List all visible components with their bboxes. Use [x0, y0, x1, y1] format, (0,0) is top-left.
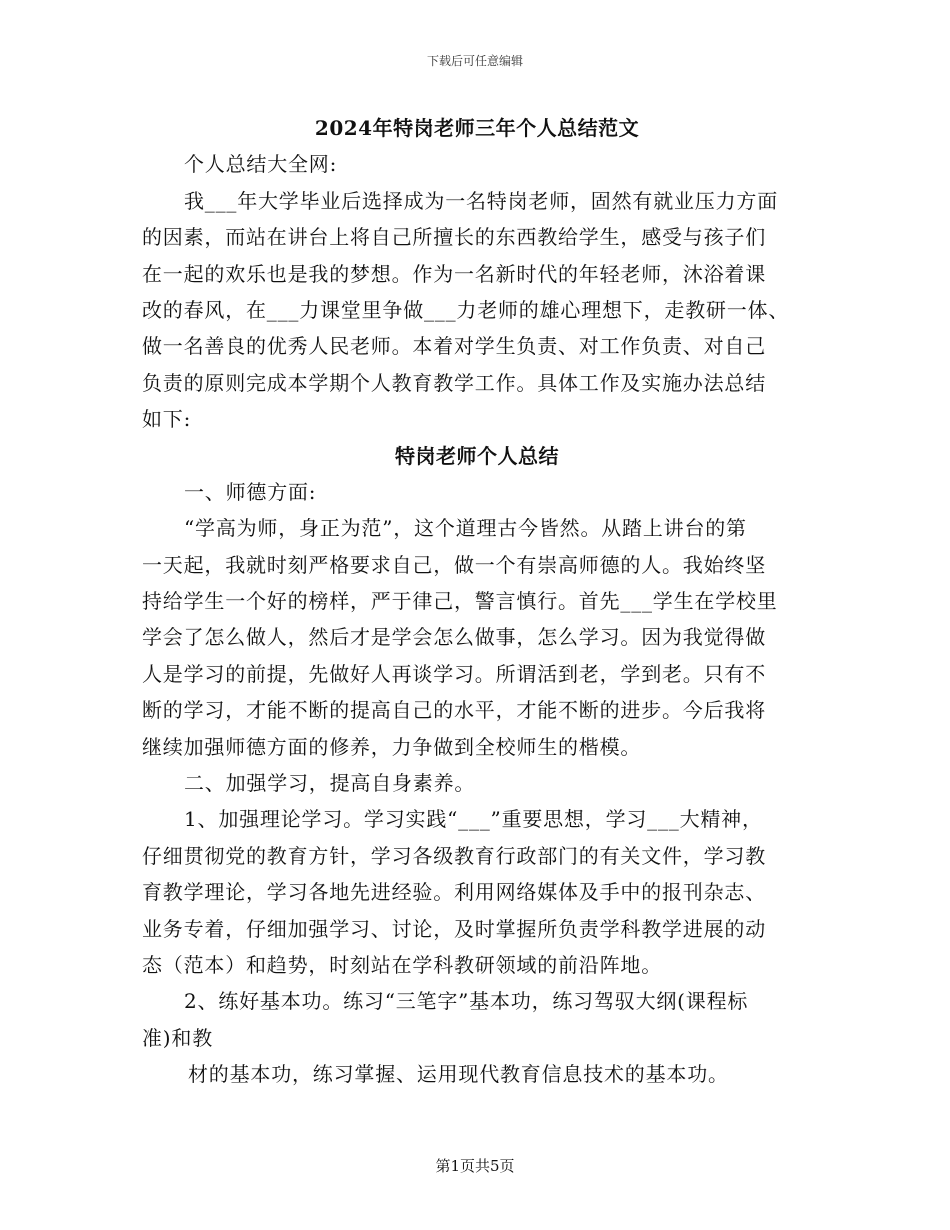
paragraph-line: 断的学习，才能不断的提高自己的水平，才能不断的进步。今后我将: [142, 698, 766, 723]
paragraph-line: 仔细贯彻党的教育方针，学习各级教育行政部门的有关文件，学习教: [142, 843, 766, 868]
paragraph-line: 我___年大学毕业后选择成为一名特岗老师，固然有就业压力方面: [184, 188, 778, 213]
paragraph-line: 负责的原则完成本学期个人教育教学工作。具体工作及实施办法总结: [142, 370, 766, 395]
paragraph-line: 一天起，我就时刻严格要求自己，做一个有崇高师德的人。我始终坚: [142, 552, 766, 577]
paragraph-line: 1、加强理论学习。学习实践“___”重要思想，学习___大精神，: [184, 807, 763, 832]
paragraph-line: 个人总结大全网:: [184, 152, 338, 177]
section-heading: 一、师德方面:: [184, 479, 317, 504]
paragraph-line: 学会了怎么做人，然后才是学会怎么做事，怎么学习。因为我觉得做: [142, 625, 766, 650]
paragraph-line: “学高为师，身正为范”，这个道理古今皆然。从踏上讲台的第: [184, 516, 747, 541]
paragraph-line: 业务专着，仔细加强学习、讨论，及时掌握所负责学科教学进展的动: [142, 916, 766, 941]
paragraph-line: 如下:: [142, 407, 192, 432]
page-header: 下载后可任意编辑: [426, 54, 523, 68]
section-heading: 二、加强学习，提高自身素养。: [184, 771, 476, 796]
paragraph-line: 做一名善良的优秀人民老师。本着对学生负责、对工作负责、对自己: [142, 334, 766, 359]
paragraph-line: 改的春风，在___力课堂里争做___力老师的雄心理想下，走教研一体、: [142, 297, 790, 322]
paragraph-line: 2、练好基本功。练习“三笔字”基本功，练习驾驭大纲(课程标: [184, 989, 749, 1014]
paragraph-line: 的因素，而站在讲台上将自己所擅长的东西教给学生，感受与孩子们: [142, 225, 766, 250]
paragraph-line: 材的基本功，练习掌握、运用现代教育信息技术的基本功。: [188, 1062, 729, 1087]
paragraph-line: 在一起的欢乐也是我的梦想。作为一名新时代的年轻老师，沐浴着课: [142, 261, 766, 286]
paragraph-line: 态（范本）和趋势，时刻站在学科教研领域的前沿阵地。: [142, 952, 662, 977]
document-title: 2024年特岗老师三年个人总结范文: [314, 116, 640, 140]
page-footer: 第1页共5页: [435, 1157, 515, 1175]
document-body: [142, 112, 812, 1095]
paragraph-line: 人是学习的前提，先做好人再谈学习。所谓活到老，学到老。只有不: [142, 661, 766, 686]
paragraph-line: 继续加强师德方面的修养，力争做到全校师生的楷模。: [142, 734, 642, 759]
section-subtitle: 特岗老师个人总结: [395, 443, 559, 468]
paragraph-line: 持给学生一个好的榜样，严于律己，警言慎行。首先___学生在学校里: [142, 589, 778, 614]
paragraph-line: 准)和教: [142, 1025, 214, 1050]
paragraph-line: 育教学理论，学习各地先进经验。利用网络媒体及手中的报刊杂志、: [142, 880, 766, 905]
